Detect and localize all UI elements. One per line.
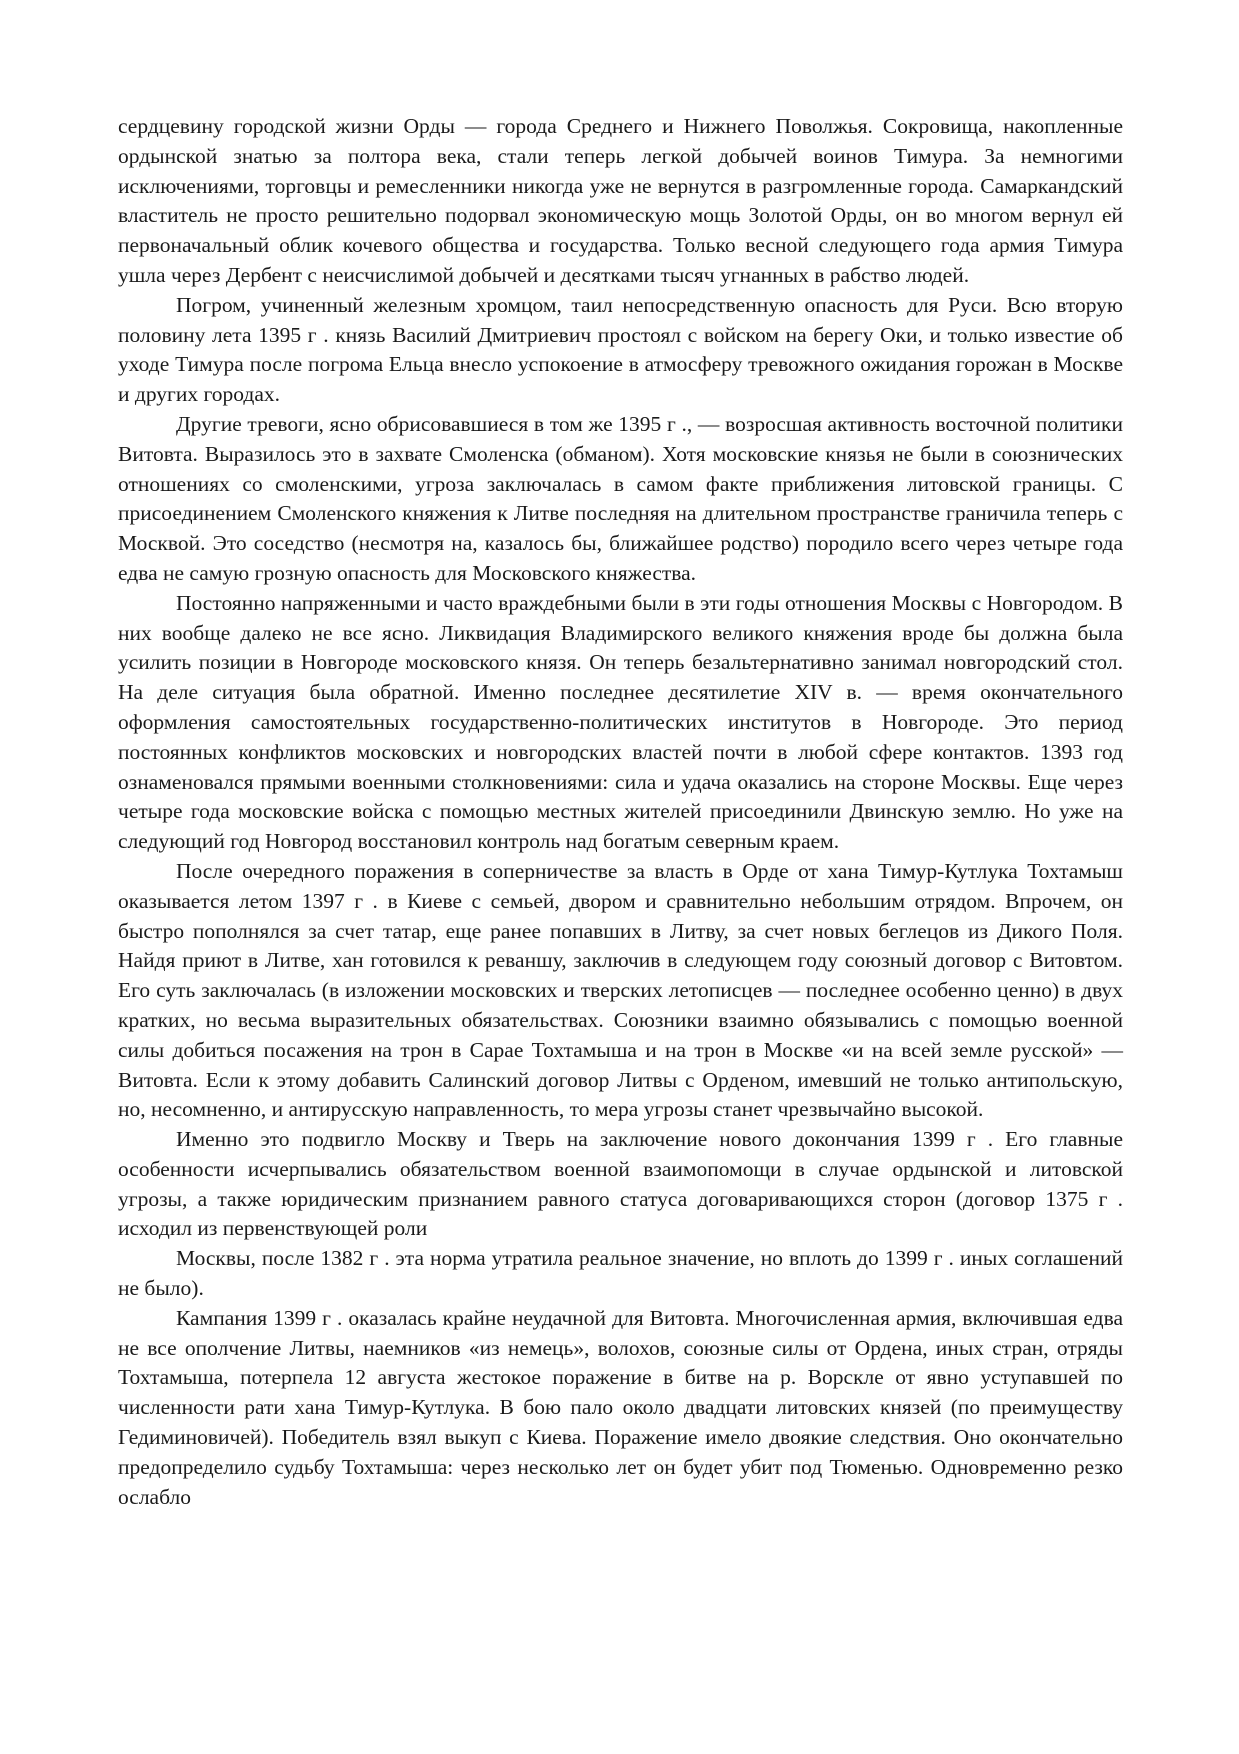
paragraph: Москвы, после 1382 г . эта норма утратила реальное значение, но вплоть до 1399 г . иных соглашений не было). bbox=[118, 1246, 1123, 1301]
document-page bbox=[118, 112, 1123, 1512]
paragraph: сердцевину городской жизни Орды — города Среднего и Нижнего Поволжья. Сокровища, накопленные ордынской знатью за полтора века, стали теперь легкой добычей воинов Тимура. За немногими исключениями, торговцы и ремесленники никогда уже не вернутся в разгромленные города. Самаркандский властитель не просто решительно подорвал экономическую мощь Золотой Орды, он во многом вернул ей первоначальный облик кочевого общества и государства. Только весной следующего года армия Тимура ушла через Дербент с неисчислимой добычей и десятками тысяч угнанных в рабство людей. bbox=[118, 114, 1123, 287]
paragraph: Именно это подвигло Москву и Тверь на заключение нового докончания 1399 г . Его главные особенности исчерпывались обязательством военной взаимопомощи в случае ордынской и литовской угрозы, а также юридическим признанием равного статуса договаривающихся сторон (договор 1375 г . исходил из первенствующей роли bbox=[118, 1127, 1123, 1241]
paragraph: Кампания 1399 г . оказалась крайне неудачной для Витовта. Многочисленная армия, включившая едва не все ополчение Литвы, наемников «из немець», волохов, союзные силы от Ордена, иных стран, отряды Тохтамыша, потерпела 12 августа жестокое поражение в битве на р. Ворскле от явно уступавшей по численности рати хана Тимур-Кутлука. В бою пало около двадцати литовских князей (по преимуществу Гедиминовичей). Победитель взял выкуп с Киева. Поражение имело двоякие следствия. Оно окончательно предопределило судьбу Тохтамыша: через несколько лет он будет убит под Тюменью. Одновременно резко ослабло bbox=[118, 1305, 1123, 1509]
paragraph: Постоянно напряженными и часто враждебными были в эти годы отношения Москвы с Новгородом. В них вообще далеко не все ясно. Ликвидация Владимирского великого княжения вроде бы должна была усилить позиции в Новгороде московского князя. Он теперь безальтернативно занимал новгородский стол. На деле ситуация была обратной. Именно последнее десятилетие XIV в. — время окончательного оформления самостоятельных государственно-политических институтов в Новгороде. Это период постоянных конфликтов московских и новгородских властей почти в любой сфере контактов. 1393 год ознаменовался прямыми военными столкновениями: сила и удача оказались на стороне Москвы. Еще через четыре года московские войска с помощью местных жителей присоединили Двинскую землю. Но уже на следующий год Новгород восстановил контроль над богатым северным краем. bbox=[118, 590, 1123, 854]
paragraph: Погром, учиненный железным хромцом, таил непосредственную опасность для Руси. Всю вторую половину лета 1395 г . князь Василий Дмитриевич простоял с войском на берегу Оки, и только известие об уходе Тимура после погрома Ельца внесло успокоение в атмосферу тревожного ожидания горожан в Москве и других городах. bbox=[118, 292, 1123, 407]
paragraph: После очередного поражения в соперничестве за власть в Орде от хана Тимур-Кутлука Тохтамыш оказывается летом 1397 г . в Киеве с семьей, двором и сравнительно небольшим отрядом. Впрочем, он быстро пополнялся за счет татар, еще ранее попавших в Литву, за счет новых беглецов из Дикого Поля. Найдя приют в Литве, хан готовился к реваншу, заключив в следующем году союзный договор с Витовтом. Его суть заключалась (в изложении московских и тверских летописцев — последнее особенно ценно) в двух кратких, но весьма выразительных обязательствах. Союзники взаимно обязывались с помощью военной силы добиться посажения на трон в Сарае Тохтамыша и на трон в Москве «и на всей земле русской» — Витовта. Если к этому добавить Салинский договор Литвы с Орденом, имевший не только антипольскую, но, несомненно, и антирусскую направленность, то мера угрозы станет чрезвычайно высокой. bbox=[118, 858, 1123, 1122]
paragraph: Другие тревоги, ясно обрисовавшиеся в том же 1395 г ., — возросшая активность восточной политики Витовта. Выразилось это в захвате Смоленска (обманом). Хотя московские князья не были в союзнических отношениях со смоленскими, угроза заключалась в самом факте приближения литовской границы. С присоединением Смоленского княжения к Литве последняя на длительном пространстве граничила теперь с Москвой. Это соседство (несмотря на, казалось бы, ближайшее родство) породило всего через четыре года едва не самую грозную опасность для Московского княжества. bbox=[118, 411, 1123, 585]
